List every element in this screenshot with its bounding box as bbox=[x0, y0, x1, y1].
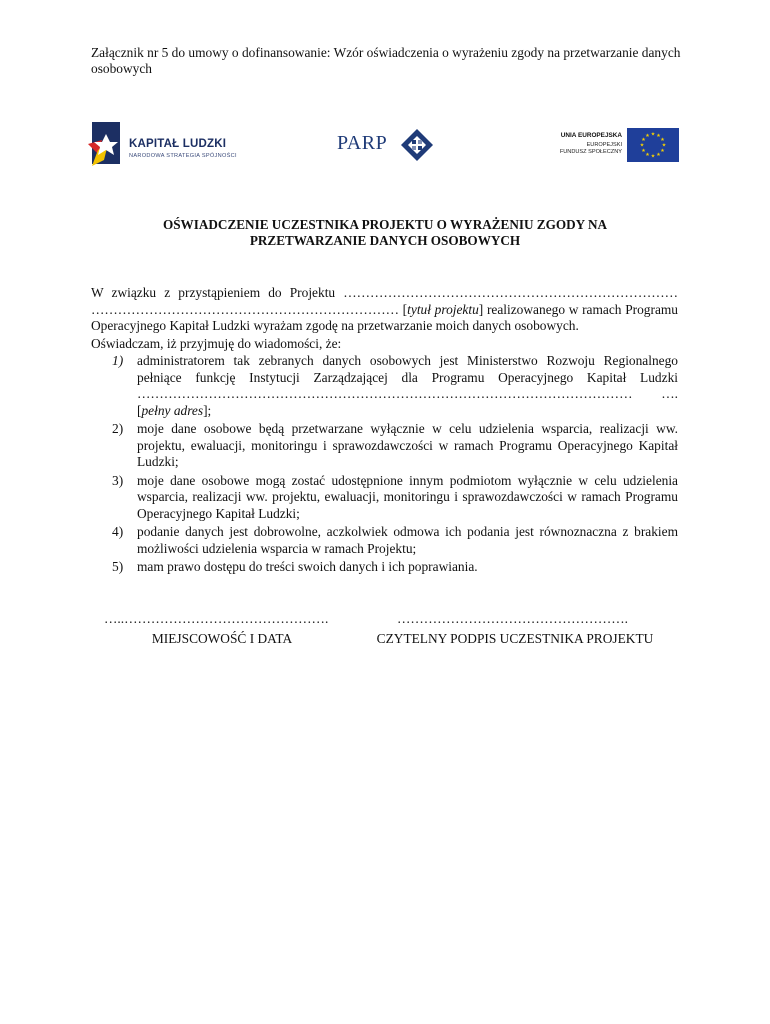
place-date-line[interactable]: …..………………………………………. bbox=[104, 611, 329, 626]
list-item-number: 5) bbox=[112, 559, 124, 574]
list-item-number: 3) bbox=[112, 472, 124, 488]
list-item bbox=[91, 421, 678, 471]
svg-text:★: ★ bbox=[650, 153, 656, 160]
acknowledgement-intro: Oświadczam, iż przyjmuję do wiadomości, że: bbox=[91, 336, 342, 351]
svg-text:★: ★ bbox=[641, 148, 646, 154]
acknowledgement-list bbox=[91, 353, 678, 578]
consent-paragraph bbox=[91, 285, 678, 335]
project-title-placeholder: tytuł projektu bbox=[407, 301, 479, 317]
list-item-suffix: ]; bbox=[203, 402, 212, 418]
svg-text:★: ★ bbox=[656, 152, 661, 158]
svg-text:★: ★ bbox=[645, 152, 650, 158]
svg-text:★: ★ bbox=[641, 137, 646, 143]
list-item-number: 1) bbox=[112, 353, 124, 368]
parp-arrows-icon bbox=[399, 127, 435, 163]
list-item-text: mam prawo dostępu do treści swoich danych i ich poprawiania. bbox=[137, 559, 478, 574]
place-date-label: MIEJSCOWOŚĆ I DATA bbox=[151, 631, 293, 646]
svg-text:★: ★ bbox=[661, 142, 667, 149]
parp-wordmark: PARP bbox=[337, 132, 388, 154]
kapital-ludzki-subtitle: NARODOWA STRATEGIA SPÓJNOŚCI bbox=[129, 153, 237, 159]
eu-flag-icon bbox=[627, 128, 679, 162]
list-item-text: podanie danych jest dobrowolne, aczkolwiek odmowa ich podania jest równoznaczna z brakiem możliwości udzielenia wsparcia w ramach Projektu; bbox=[137, 524, 678, 556]
eu-logo bbox=[548, 128, 680, 162]
list-item bbox=[91, 559, 678, 576]
eu-logo-line1: UNIA EUROPEJSKA bbox=[560, 132, 622, 139]
svg-text:★: ★ bbox=[650, 131, 656, 138]
attachment-note: Załącznik nr 5 do umowy o dofinansowanie: Wzór oświadczenia o wyrażeniu zgody na przetwarzanie danych osobowych bbox=[91, 45, 681, 76]
document-title bbox=[110, 217, 660, 249]
svg-text:★: ★ bbox=[656, 133, 661, 139]
list-item-number: 2) bbox=[112, 421, 124, 436]
signature-line[interactable]: ……………………………………………. bbox=[397, 611, 628, 626]
document-title-line1: OŚWIADCZENIE UCZESTNIKA PROJEKTU O WYRAŻENIU ZGODY NA bbox=[162, 217, 608, 232]
parp-logo bbox=[337, 127, 437, 163]
list-item-text: moje dane osobowe będą przetwarzane wyłącznie w celu udzielenia wsparcia, realizacji ww. projektu, ewaluacji, monitoringu i sprawozdawczości w ramach Programu Operacyjnego Kapitał Ludzki; bbox=[137, 421, 678, 469]
consent-text-prefix: W związku z przystąpieniem do Projektu ………………………………………………………………… …………………………………………………………… [ bbox=[91, 285, 678, 317]
list-item-text: administratorem tak zebranych danych osobowych jest Ministerstwo Rozwoju Regionalnego pełniące funkcję Instytucji Zarządzającej dla Programu Operacyjnego Kapitał Ludzki ………………………………………………………………………………………………… …. [ bbox=[137, 353, 678, 418]
full-address-placeholder: pełny adres bbox=[141, 402, 204, 418]
svg-text:★: ★ bbox=[660, 148, 665, 154]
kapital-ludzki-logo bbox=[86, 120, 251, 170]
list-item-number: 4) bbox=[112, 524, 124, 539]
list-item bbox=[91, 524, 678, 557]
kapital-ludzki-title: KAPITAŁ LUDZKI bbox=[129, 138, 227, 150]
list-item bbox=[91, 353, 678, 419]
list-item-text: moje dane osobowe mogą zostać udostępnione innym podmiotom wyłącznie w celu udzielenia wsparcia, realizacji ww. projektu, ewaluacji, monitoringu i sprawozdawczości w ramach Programu Operacyjnego Kapitał Ludzki; bbox=[137, 472, 678, 521]
signature-label: CZYTELNY PODPIS UCZESTNIKA PROJEKTU bbox=[376, 631, 654, 646]
eu-logo-line3: FUNDUSZ SPOŁECZNY bbox=[559, 149, 622, 155]
list-item bbox=[91, 473, 678, 523]
kapital-ludzki-emblem-icon bbox=[86, 120, 126, 170]
svg-text:★: ★ bbox=[639, 142, 645, 149]
svg-text:★: ★ bbox=[645, 133, 650, 139]
document-title-line2: PRZETWARZANIE DANYCH OSOBOWYCH bbox=[249, 233, 521, 248]
eu-logo-line2: EUROPEJSKI bbox=[586, 142, 622, 148]
consent-text-suffix: ] realizowanego w ramach Programu Operacyjnego Kapitał Ludzki wyrażam zgodę na przetwarzanie moich danych osobowych. bbox=[91, 301, 679, 333]
svg-text:★: ★ bbox=[660, 137, 665, 143]
